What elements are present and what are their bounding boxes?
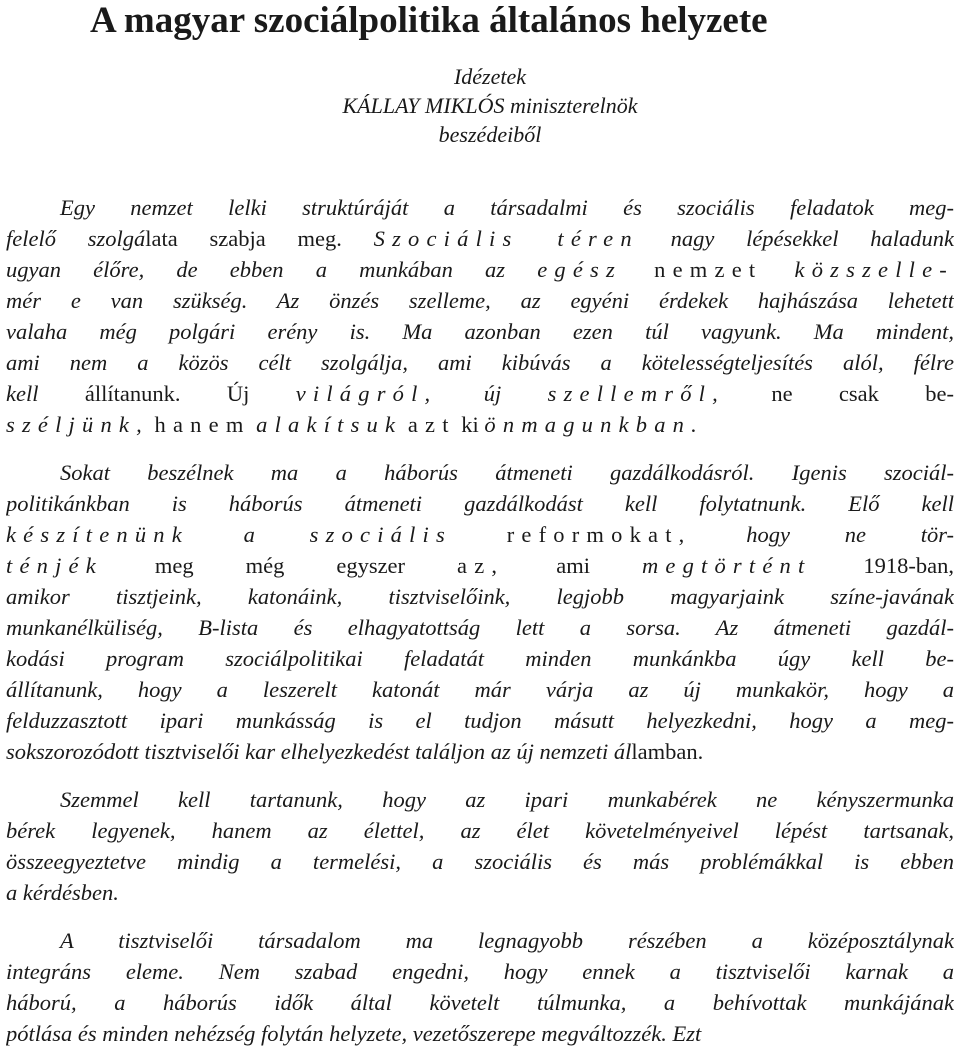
text-segment: lamban. (631, 739, 704, 764)
text-line (6, 877, 954, 908)
text-segment: Új (180, 381, 250, 406)
text-segment: nagy lépésekkel haladunk (638, 226, 954, 251)
text-line (6, 784, 954, 815)
text-line (6, 519, 954, 550)
paragraph (6, 925, 954, 1049)
text-segment (249, 381, 295, 406)
text-segment: politikánkban is háborús átmeneti gazdálkodást kell folytatnunk. Elő kell (6, 491, 954, 516)
text-line (6, 815, 954, 846)
text-segment (762, 257, 794, 282)
text-segment: ami (504, 553, 642, 578)
text-line (6, 581, 954, 612)
text-segment: állítanunk. (84, 381, 181, 406)
text-segment: hanem (154, 412, 251, 437)
text-segment: a (188, 522, 310, 547)
text-segment: azt (407, 412, 456, 437)
text-segment: meg még egyszer (102, 553, 458, 578)
text-segment: ami nem a közös célt szolgálja, ami kibúvás a kötelességteljesítés alól, félre (6, 350, 954, 375)
text-line (6, 285, 954, 316)
text-segment: felduzzasztott ipari munkásság is el tudjon másutt helyezkedni, hogy a meg- (6, 708, 954, 733)
text-segment: reformokat, (506, 522, 692, 547)
text-segment: A tisztviselői társadalom ma legnagyobb részében a középosztálynak (60, 928, 954, 953)
paragraph (6, 457, 954, 767)
text-segment: bérek legyenek, hanem az élettel, az élet követelményeivel lépést tartsanak, (6, 818, 954, 843)
text-line (6, 956, 954, 987)
text-segment: készítenünk (6, 522, 189, 547)
text-line (6, 378, 954, 409)
text-line (6, 612, 954, 643)
text-segment: közszelle- (794, 257, 954, 282)
text-line (6, 736, 954, 767)
text-segment (342, 226, 374, 251)
text-segment: a kérdésben. (6, 880, 119, 905)
paragraph (6, 784, 954, 908)
page-title: A magyar szociálpolitika általános helyzete (90, 0, 768, 41)
text-segment: megtörtént (641, 553, 812, 578)
text-segment: ugyan élőre, de ebben a munkában az (6, 257, 538, 282)
text-segment: világról, (295, 381, 438, 406)
text-segment: Szemmel kell tartanunk, hogy az ipari munkabérek ne kényszermunka (60, 787, 954, 812)
text-line (6, 987, 954, 1018)
text-line (6, 254, 954, 285)
subtitle-line: Idézetek (453, 64, 527, 89)
text-line (6, 1018, 954, 1049)
text-segment: kodási program szociálpolitikai feladatát minden munkánkba úgy kell be- (6, 646, 954, 671)
text-segment: ne csak be- (724, 381, 954, 406)
text-segment: háború, a háborús idők által követelt túlmunka, a behívottak munkájának (6, 990, 954, 1015)
text-segment: lata szabja meg. (145, 226, 342, 251)
text-line (6, 488, 954, 519)
text-segment: amikor tisztjeink, katonáink, tisztviselőink, legjobb magyarjaink színe-javának (6, 584, 954, 609)
text-segment: széljünk, (6, 412, 149, 437)
subtitle-block (200, 62, 780, 149)
text-segment: egész (537, 257, 622, 282)
text-segment: szociális (309, 522, 452, 547)
text-segment: ki (455, 412, 485, 437)
text-line (6, 316, 954, 347)
text-segment: valaha még polgári erény is. Ma azonban ezen túl vagyunk. Ma mindent, (6, 319, 954, 344)
text-segment (452, 522, 507, 547)
text-segment: új (437, 381, 548, 406)
text-segment: nemzet (654, 257, 763, 282)
text-segment: az, (457, 553, 505, 578)
text-segment: kell (6, 381, 85, 406)
text-line (6, 223, 954, 254)
text-line (6, 925, 954, 956)
subtitle-line: beszédeiből (438, 122, 542, 147)
text-segment: hogy ne tör- (691, 522, 954, 547)
text-segment: sokszorozódott tisztviselői kar elhelyezkedést találjon az új nemzeti ál (6, 739, 632, 764)
text-segment: alakítsuk (256, 412, 403, 437)
text-segment: Sokat beszélnek ma a háborús átmeneti gazdálkodásról. Igenis szociál- (60, 460, 954, 485)
text-line (6, 674, 954, 705)
text-segment: önmagunkban. (484, 412, 704, 437)
text-segment: mér e van szükség. Az önzés szelleme, az egyéni érdekek hajhászása lehetett (6, 288, 954, 313)
text-segment: állítanunk, hogy a leszerelt katonát már várja az új munkakör, hogy a (6, 677, 954, 702)
text-segment: 1918-ban, (811, 553, 954, 578)
text-line (6, 457, 954, 488)
text-line (6, 705, 954, 736)
text-segment: ténjék (6, 553, 103, 578)
text-segment: szellemről, (547, 381, 725, 406)
paragraph (6, 192, 954, 440)
subtitle-line: KÁLLAY MIKLÓS miniszterelnök (342, 93, 638, 118)
text-segment (622, 257, 654, 282)
text-segment: Szociális téren (373, 226, 639, 251)
text-segment: munkanélküliség, B-lista és elhagyatottság lett a sorsa. Az átmeneti gazdál- (6, 615, 954, 640)
text-segment: pótlása és minden nehézség folytán helyzete, vezetőszerepe megváltozzék. Ezt (6, 1021, 702, 1046)
text-line (6, 846, 954, 877)
text-line (6, 550, 954, 581)
text-segment: felelő szolgá (6, 226, 146, 251)
text-segment: összeegyeztetve mindig a termelési, a szociális és más problémákkal is ebben (6, 849, 954, 874)
text-segment: Egy nemzet lelki struktúráját a társadalmi és szociális feladatok meg- (60, 195, 954, 220)
text-line (6, 643, 954, 674)
text-line (6, 347, 954, 378)
text-line (6, 409, 954, 440)
text-line (6, 192, 954, 223)
text-segment: integráns eleme. Nem szabad engedni, hogy ennek a tisztviselői karnak a (6, 959, 954, 984)
